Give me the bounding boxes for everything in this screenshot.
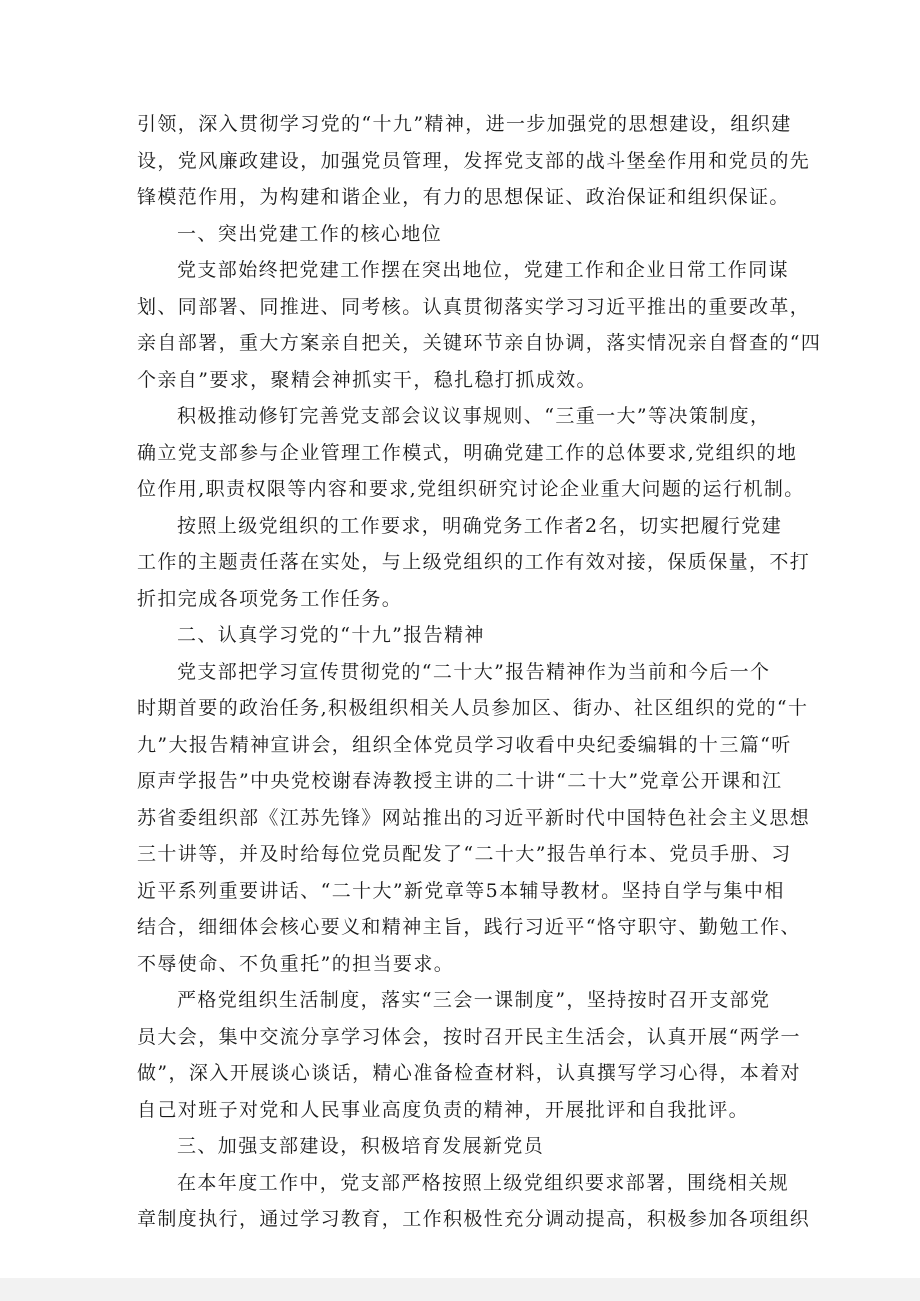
section-heading-3: 三、加强支部建设，积极培育发展新党员	[177, 1135, 545, 1157]
text-line: 苏省委组织部《江苏先锋》网站推出的习近平新时代中国特色社会主义思想	[137, 806, 811, 829]
text-line: 个亲自”要求，聚精会神抓实干，稳扎稳打抓成效。	[137, 368, 597, 391]
text-line: 划、同部署、同推进、同考核。认真贯彻落实学习习近平推出的重要改革，	[137, 295, 811, 318]
text-line: 积极推动修钉完善党支部会议议事规则、“三重一大”等决策制度，	[177, 405, 771, 427]
text-line: 党支部始终把党建工作摆在突出地位，党建工作和企业日常工作同谋	[177, 259, 790, 281]
text-line: 结合，细细体会核心要义和精神主旨，践行习近平“恪守职守、勤勉工作、	[137, 916, 801, 938]
text-line: 三十讲等，并及时给每位党员配发了“二十大”报告单行本、党员手册、习	[137, 843, 792, 865]
text-line: 不辱使命、不负重托”的担当要求。	[137, 952, 455, 975]
text-line: 做”，深入开展谈心谈话，精心准备检查材料，认真撰写学习心得，本着对	[137, 1062, 801, 1084]
text-line: 折扣完成各项党务工作任务。	[137, 587, 403, 610]
text-line: 九”大报告精神宣讲会，组织全体党员学习收看中央纪委编辑的十三篇“听	[137, 733, 792, 756]
text-line: 亲自部署，重大方案亲自把关，关键环节亲自协调，落实情况亲自督查的“四	[137, 332, 822, 354]
text-line: 时期首要的政治任务,积极组织相关人员参加区、街办、社区组织的党的“十	[137, 697, 809, 719]
text-line: 党支部把学习宣传贯彻党的“二十大”报告精神作为当前和今后一个	[177, 660, 771, 683]
text-line: 自己对班子对党和人民事业高度负责的精神，开展批评和自我批评。	[137, 1098, 750, 1121]
text-line: 工作的主题责任落在实处，与上级党组织的工作有效对接，保质保量，不打	[137, 551, 811, 573]
document-body	[137, 106, 822, 1238]
text-line: 按照上级党组织的工作要求，明确党务工作者2名，切实把履行党建	[177, 514, 783, 537]
text-line: 确立党支部参与企业管理工作模式，明确党建工作的总体要求,党组织的地	[137, 441, 798, 464]
text-line: 近平系列重要讲话、“二十大”新党章等5本辅导教材。坚持自学与集中相	[137, 879, 785, 902]
page-footer-band	[0, 1278, 920, 1301]
section-heading-2: 二、认真学习党的“十九”报告精神	[177, 624, 485, 646]
text-line: 在本年度工作中，党支部严格按照上级党组织要求部署，围绕相关规	[177, 1171, 790, 1194]
text-line: 位作用,职责权限等内容和要求,党组织研究讨论企业重大问题的运行机制。	[137, 478, 805, 500]
text-line: 设，党风廉政建设，加强党员管理，发挥党支部的战斗堡垒作用和党员的先	[137, 149, 811, 172]
text-line: 严格党组织生活制度，落实“三会一课制度”，坚持按时召开支部党	[177, 989, 771, 1011]
text-line: 章制度执行，通过学习教育，工作积极性充分调动提高，积极参加各项组织	[137, 1208, 811, 1230]
text-line: 引领，深入贯彻学习党的“十九”精神，进一步加强党的思想建设，组织建	[137, 113, 792, 135]
text-line: 员大会，集中交流分享学习体会，按时召开民主生活会，认真开展“两学一	[137, 1025, 801, 1048]
text-line: 锋模范作用，为构建和谐企业，有力的思想保证、政治保证和组织保证。	[137, 186, 790, 208]
section-heading-1: 一、突出党建工作的核心地位	[177, 222, 443, 245]
text-line: 原声学报告”中央党校谢春涛教授主讲的二十讲“二十大”党章公开课和江	[137, 770, 783, 792]
